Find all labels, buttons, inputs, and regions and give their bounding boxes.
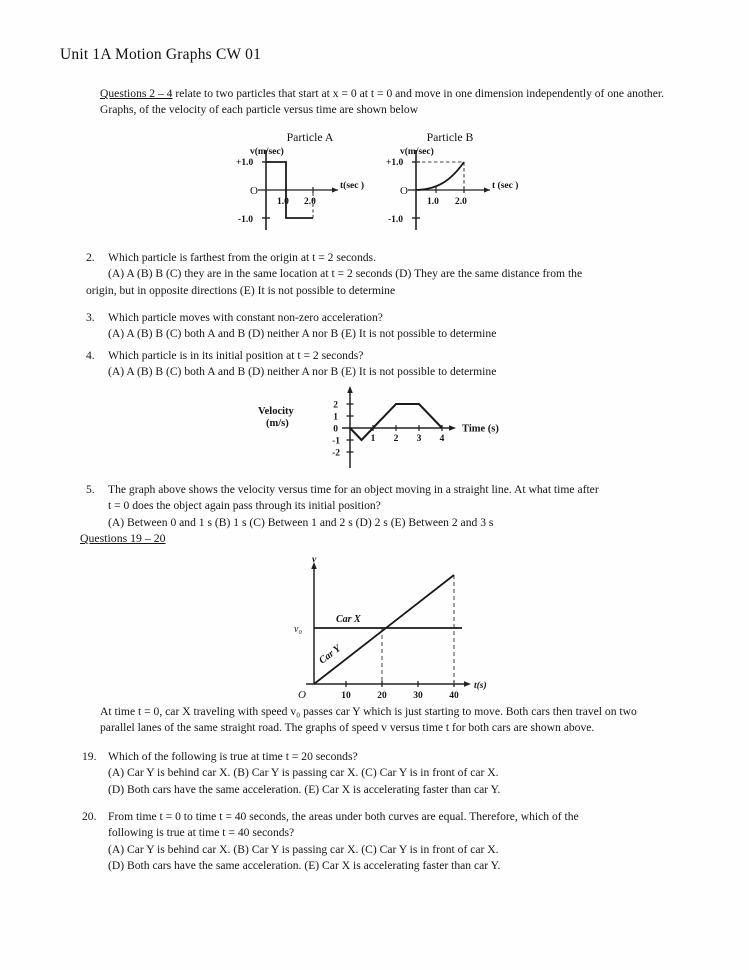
trapezoid-ytick-neg2: -2 xyxy=(332,448,340,459)
question-19 xyxy=(82,749,672,798)
intro-paragraph xyxy=(100,86,670,118)
particle-a-origin-label: O xyxy=(250,185,258,197)
question-20 xyxy=(82,809,672,875)
trapezoid-yaxis-label-line1: Velocity xyxy=(258,406,294,417)
question-4 xyxy=(86,348,671,381)
particle-a-title: Particle A xyxy=(286,130,334,144)
question-20-choices-line2: (D) Both cars have the same acceleration. (E) Car X is accelerating faster than car Y. xyxy=(108,859,501,873)
question-19-stem: Which of the following is true at time t = 20 seconds? xyxy=(108,750,358,763)
trapezoid-xtick-4: 4 xyxy=(439,434,445,444)
particle-b-xtick-2: 2.0 xyxy=(455,197,467,207)
particle-b-yaxis-label: v(m/sec) xyxy=(400,147,434,157)
trapezoid-yaxis-label-line2: (m/s) xyxy=(266,418,289,429)
velocity-time-trapezoid-chart xyxy=(258,382,508,474)
car-x-series-label: Car X xyxy=(336,614,361,625)
particle-a-yaxis-label: v(m/sec) xyxy=(250,147,284,157)
particle-b-ytick-top: +1.0 xyxy=(386,158,404,168)
particle-b-xaxis-label: t (sec ) xyxy=(492,181,519,191)
car-chart-xtick-40: 40 xyxy=(449,691,459,700)
question-19-choices-line2: (D) Both cars have the same acceleration. (E) Car X is accelerating faster than car Y. xyxy=(108,782,501,796)
particle-a-xtick-2: 2.0 xyxy=(304,197,316,207)
question-5 xyxy=(86,482,671,531)
particle-a-ytick-top: +1.0 xyxy=(236,158,254,168)
question-4-choices-line1: (A) A (B) B (C) both A and B (D) neither A nor B (E) It is not possible to determine xyxy=(108,365,497,379)
question-4-number: 4. xyxy=(86,349,95,362)
car-y-series-label: Car Y xyxy=(317,643,343,667)
question-20-stem: From time t = 0 to time t = 40 seconds, the areas under both curves are equal. Therefore, which of the xyxy=(108,810,579,823)
question-5-stem: The graph above shows the velocity versus time for an object moving in a straight line. At what time after xyxy=(108,483,599,496)
intro-underlined-range: Questions 2 – 4 xyxy=(100,87,173,100)
question-2-stem: Which particle is farthest from the origin at t = 2 seconds. xyxy=(108,251,376,264)
question-19-choices-line1: (A) Car Y is behind car X. (B) Car Y is passing car X. (C) Car Y is in front of car X. xyxy=(108,766,499,780)
particle-b-xtick-1: 1.0 xyxy=(427,197,439,207)
question-4-stem: Which particle is in its initial position at t = 2 seconds? xyxy=(108,349,364,362)
particle-a-chart xyxy=(228,144,378,236)
car-chart-xtick-10: 10 xyxy=(341,691,351,700)
trapezoid-xaxis-label: Time (s) xyxy=(462,423,499,435)
trapezoid-xtick-1: 1 xyxy=(370,434,376,444)
trapezoid-ytick-neg1: -1 xyxy=(332,436,340,447)
particle-a-xaxis-label: t(sec ) xyxy=(340,181,364,191)
car-chart-v0-label: v₀ xyxy=(294,624,302,635)
car-chart-yaxis-label: v xyxy=(312,555,317,565)
question-3 xyxy=(86,310,671,343)
section-heading-19-20-text: Questions 19 – 20 xyxy=(80,531,166,545)
particle-a-ytick-bottom: -1.0 xyxy=(238,215,254,225)
question-3-choices-line1: (A) A (B) B (C) both A and B (D) neither A nor B (E) It is not possible to determine xyxy=(108,327,497,341)
car-speed-time-chart xyxy=(272,552,502,700)
intro-rest: relate to two particles that start at x = 0 at t = 0 and move in one dimension independently of one another. Graphs, of the velocity of each particle versus time are shown below xyxy=(100,87,664,116)
particle-b-chart xyxy=(378,144,533,236)
car-chart-origin-label: O xyxy=(298,689,306,700)
section-heading-19-20 xyxy=(80,531,166,546)
trapezoid-xtick-2: 2 xyxy=(393,434,399,444)
trapezoid-ytick-1: 1 xyxy=(333,412,338,423)
question-5-choices-line1: (A) Between 0 and 1 s (B) 1 s (C) Between 1 and 2 s (D) 2 s (E) Between 2 and 3 s xyxy=(108,515,494,529)
question-2-number: 2. xyxy=(86,251,95,264)
question-3-stem: Which particle moves with constant non-zero acceleration? xyxy=(108,311,383,324)
question-20-stem-line2: following is true at time t = 40 seconds? xyxy=(108,826,295,840)
particle-b-origin-label: O xyxy=(400,185,408,197)
car-chart-xtick-20: 20 xyxy=(377,691,387,700)
question-3-number: 3. xyxy=(86,311,95,324)
car-chart-caption: At time t = 0, car X traveling with speed v₀ passes car Y which is just starting to move. Both cars then travel on two parallel lanes of the same straight road. The graphs of speed v versus time t for both cars are shown above. xyxy=(100,705,637,735)
question-20-choices-line1: (A) Car Y is behind car X. (B) Car Y is passing car X. (C) Car Y is in front of car X. xyxy=(108,842,499,856)
trapezoid-ytick-2: 2 xyxy=(333,400,338,411)
question-2 xyxy=(86,250,671,299)
particle-b-title: Particle B xyxy=(426,130,474,144)
question-5-number: 5. xyxy=(86,483,95,496)
question-19-number: 19. xyxy=(82,750,97,763)
question-20-number: 20. xyxy=(82,810,97,823)
trapezoid-ytick-0: 0 xyxy=(333,424,338,435)
car-chart-xtick-30: 30 xyxy=(413,691,423,700)
page-title: Unit 1A Motion Graphs CW 01 xyxy=(60,46,262,63)
particle-a-xtick-1: 1.0 xyxy=(277,197,289,207)
question-2-choices-line1: (A) A (B) B (C) they are in the same location at t = 2 seconds (D) They are the same distance from the xyxy=(108,267,583,281)
car-chart-xaxis-label: t(s) xyxy=(474,681,487,691)
particle-b-ytick-bottom: -1.0 xyxy=(388,215,404,225)
question-5-stem-line2: t = 0 does the object again pass through its initial position? xyxy=(108,499,381,513)
question-2-choices-line2: origin, but in opposite directions (E) It is not possible to determine xyxy=(86,283,396,297)
trapezoid-xtick-3: 3 xyxy=(416,434,422,444)
